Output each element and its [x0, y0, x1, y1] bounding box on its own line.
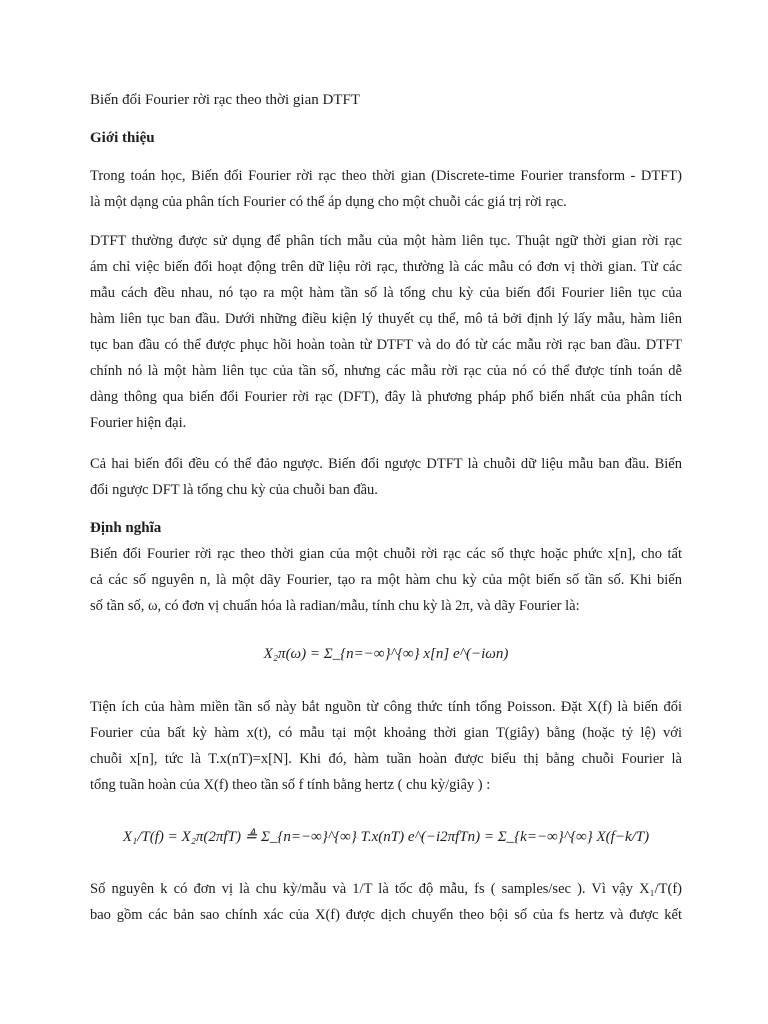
paragraph-definition: [90, 541, 682, 619]
section-heading-introduction: Giới thiệu: [90, 130, 155, 146]
paragraph-intro: [90, 163, 682, 215]
paragraph-poisson: [90, 694, 682, 798]
text-line: Tiện ích của hàm miền tần số này bắt nguồn từ công thức tính tổng Poisson. Đặt X(f) là biến đổi: [90, 699, 682, 715]
text-line: cả các số nguyên n, là một dãy Fourier, tạo ra một hàm chu kỳ của một biến số tần số. Khi biến: [90, 572, 682, 588]
text-line: chuỗi x[n], tức là T.x(nT)=x[N]. Khi đó, hàm tuần hoàn được biểu thị bằng chuỗi Fourier là: [90, 751, 682, 767]
text-line: hàm liên tục ban đầu. Dưới những điều kiện lý thuyết cụ thể, mô tả bởi định lý lấy mẫu, hàm liên: [90, 311, 682, 327]
text-line: Biến đổi Fourier rời rạc theo thời gian của một chuỗi rời rạc các số thực hoặc phức x[n], cho tất: [90, 546, 682, 562]
text-line: bao gồm các bản sao chính xác của X(f) được dịch chuyển theo bội số của fs hertz và được kết: [90, 907, 682, 923]
text-line: số tần số, ω, có đơn vị chuẩn hóa là radian/mẫu, tính chu kỳ là 2π, và dãy Fourier là:: [90, 598, 580, 614]
text-line: dàng thông qua biến đổi Fourier rời rạc (DFT), đây là phương pháp phổ biến nhất của phân tích: [90, 389, 682, 405]
text-line: là một dạng của phân tích Fourier có thể áp dụng cho một chuỗi các giá trị rời rạc.: [90, 194, 567, 210]
text-line: Số nguyên k có đơn vị là chu kỳ/mẫu và 1/T là tốc độ mẫu, fs ( samples/sec ). Vì vậy X₁/T(f): [90, 881, 682, 897]
text-line: đổi ngược DFT là tổng chu kỳ của chuỗi ban đầu.: [90, 482, 378, 498]
paragraph-dtft-usage: [90, 228, 682, 436]
document-title: Biến đổi Fourier rời rạc theo thời gian DTFT: [90, 92, 360, 108]
text-line: Trong toán học, Biến đổi Fourier rời rạc theo thời gian (Discrete-time Fourier transform - DTFT): [90, 168, 682, 184]
paragraph-sample-rate: [90, 876, 682, 928]
text-line: Fourier của bất kỳ hàm x(t), có mẫu tại một khoảng thời gian T(giây) bằng (hoặc tỷ lệ) với: [90, 725, 682, 741]
equation-dtft-definition: X₂π(ω) = Σ_{n=−∞}^{∞} x[n] e^(−iωn): [263, 646, 509, 662]
text-line: tổng tuần hoàn của X(f) theo tần số f tính bằng hertz ( chu kỳ/giây ) :: [90, 777, 491, 793]
equation-periodic-summation: X₁/T(f) = X₂π(2πfT) ≜ Σ_{n=−∞}^{∞} T.x(nT) e^(−i2πfTn) = Σ_{k=−∞}^{∞} X(f−k/T): [122, 829, 650, 845]
text-line: Fourier hiện đại.: [90, 415, 187, 431]
text-line: tục ban đầu có thể được phục hồi hoàn toàn từ DTFT và do đó từ các mẫu rời rạc ban đầu. DTFT: [90, 337, 682, 353]
text-line: DTFT thường được sử dụng để phân tích mẫu của một hàm liên tục. Thuật ngữ thời gian rời rạc: [90, 233, 682, 249]
text-line: mẫu cách đều nhau, nó tạo ra một hàm tần số là tổng chu kỳ của biến đổi Fourier liên tục của: [90, 285, 682, 301]
text-line: Cả hai biến đổi đều có thể đảo ngược. Biến đổi ngược DTFT là chuỗi dữ liệu mẫu ban đầu. Biến: [90, 456, 682, 472]
text-line: ám chỉ việc biến đổi hoạt động trên dữ liệu rời rạc, thường là các mẫu có đơn vị thời gian. Từ các: [90, 259, 682, 275]
text-line: chính nó là một hàm liên tục của tần số, nhưng các mẫu rời rạc của nó có thể được tính toán dễ: [90, 363, 682, 379]
paragraph-inverse: [90, 451, 682, 503]
section-heading-definition: Định nghĩa: [90, 520, 162, 536]
